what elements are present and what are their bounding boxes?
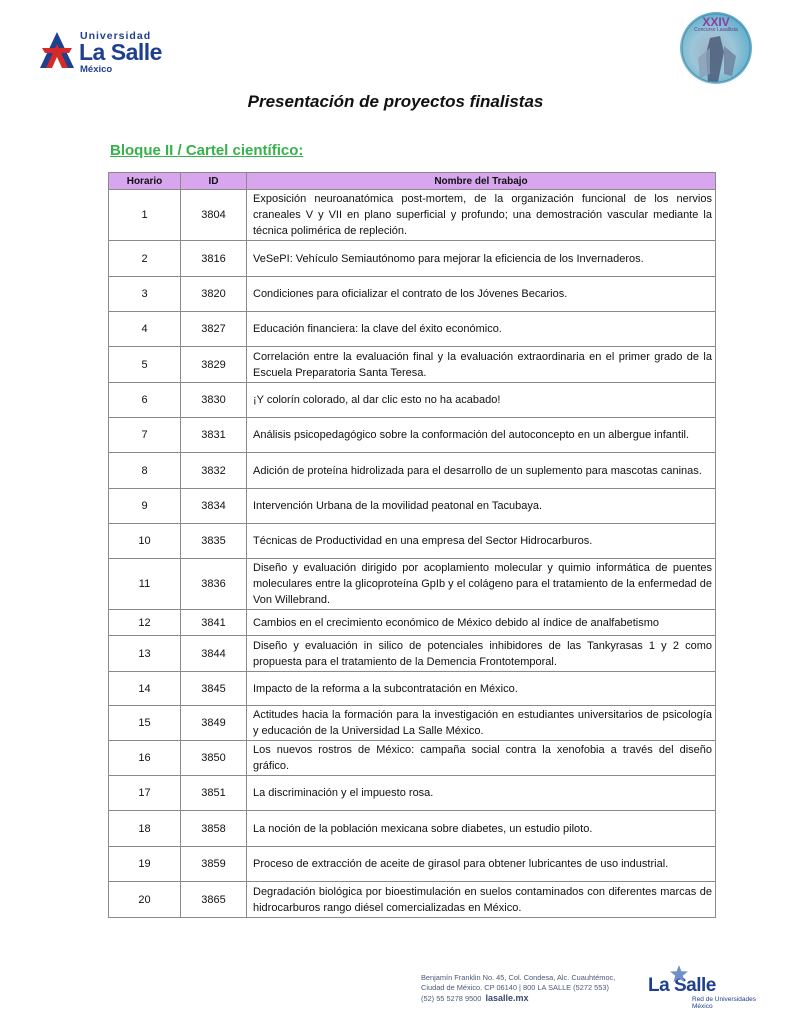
table-row: [109, 636, 716, 672]
cell-id: 3827: [181, 312, 247, 347]
block-title: Bloque II / Cartel científico:: [110, 142, 304, 159]
cell-nombre: Los nuevos rostros de México: campaña social contra la xenofobia a través del diseño gráfico.: [247, 741, 716, 776]
cell-horario: 11: [109, 559, 181, 610]
logo-lasalle-line: La Salle: [79, 39, 162, 65]
cell-horario: 3: [109, 277, 181, 312]
cell-id: 3850: [181, 741, 247, 776]
cell-id: 3831: [181, 418, 247, 453]
table-row: [109, 610, 716, 636]
cell-horario: 15: [109, 706, 181, 741]
network-star-icon: [670, 965, 688, 983]
cell-id: 3849: [181, 706, 247, 741]
network-logo-country: México: [692, 1003, 713, 1010]
cell-id: 3841: [181, 610, 247, 636]
cell-horario: 17: [109, 776, 181, 811]
cell-nombre: Adición de proteína hidrolizada para el desarrollo de un suplemento para mascotas caninas.: [247, 453, 716, 489]
cell-id: 3820: [181, 277, 247, 312]
cell-horario: 2: [109, 241, 181, 277]
cell-nombre: Correlación entre la evaluación final y la evaluación extraordinaria en el primer grado de la Escuela Preparatoria Santa Teresa.: [247, 347, 716, 383]
cell-horario: 1: [109, 190, 181, 241]
cell-id: 3851: [181, 776, 247, 811]
cell-horario: 7: [109, 418, 181, 453]
cell-nombre: Impacto de la reforma a la subcontratación en México.: [247, 672, 716, 706]
cell-horario: 20: [109, 882, 181, 918]
cell-nombre: Intervención Urbana de la movilidad peatonal en Tacubaya.: [247, 489, 716, 524]
table-row: [109, 559, 716, 610]
table-row: [109, 241, 716, 277]
table-row: [109, 811, 716, 847]
cell-id: 3844: [181, 636, 247, 672]
cell-nombre: Educación financiera: la clave del éxito económico.: [247, 312, 716, 347]
cell-nombre: Proceso de extracción de aceite de girasol para obtener lubricantes de uso industrial.: [247, 847, 716, 882]
cell-nombre: VeSePI: Vehículo Semiautónomo para mejorar la eficiencia de los Invernaderos.: [247, 241, 716, 277]
cell-id: 3834: [181, 489, 247, 524]
cell-nombre: Técnicas de Productividad en una empresa del Sector Hidrocarburos.: [247, 524, 716, 559]
cell-horario: 13: [109, 636, 181, 672]
cell-horario: 18: [109, 811, 181, 847]
footer-address-line1: Benjamín Franklin No. 45, Col. Condesa, Alc. Cuauhtémoc,: [421, 973, 616, 982]
cell-nombre: Diseño y evaluación dirigido por acoplamiento molecular y quimio informática de puentes moleculares entre la glicoproteína GpIb y el colágeno para el tratamiento de la enfermedad de Von Willebrand.: [247, 559, 716, 610]
cell-nombre: Análisis psicopedagógico sobre la conformación del autoconcepto en un albergue infantil.: [247, 418, 716, 453]
event-badge: [680, 12, 752, 84]
table-row: [109, 190, 716, 241]
cell-id: 3832: [181, 453, 247, 489]
event-badge-subtitle: Concurso Lasallista: [694, 27, 738, 33]
cell-horario: 16: [109, 741, 181, 776]
cell-nombre: Actitudes hacia la formación para la investigación en estudiantes universitarios de psicología y educación de la Universidad La Salle México.: [247, 706, 716, 741]
cell-horario: 14: [109, 672, 181, 706]
header-horario: Horario: [109, 173, 181, 190]
cell-horario: 9: [109, 489, 181, 524]
table-row: [109, 418, 716, 453]
cell-horario: 4: [109, 312, 181, 347]
la-salle-star-icon: [38, 30, 76, 70]
table-row: [109, 672, 716, 706]
header-nombre: Nombre del Trabajo: [247, 173, 716, 190]
footer-address-line2: Ciudad de México. CP 06140 | 800 LA SALLE (5272 553): [421, 983, 609, 992]
cell-nombre: Diseño y evaluación in silico de potenciales inhibidores de las Tankyrasas 1 y 2 como propuesta para el tratamiento de la Demencia Frontotemporal.: [247, 636, 716, 672]
table-row: [109, 741, 716, 776]
finalists-table: [108, 172, 716, 918]
network-logo-sub-line: Red de Universidades: [692, 996, 756, 1003]
cell-nombre: La discriminación y el impuesto rosa.: [247, 776, 716, 811]
table-row: [109, 847, 716, 882]
cell-nombre: Degradación biológica por bioestimulación en suelos contaminados con diferentes marcas de hidrocarburos rango diésel comercializadas en México.: [247, 882, 716, 918]
table-row: [109, 524, 716, 559]
footer-phone: (52) 55 5278 9500: [421, 994, 482, 1003]
cell-nombre: Condiciones para oficializar el contrato de los Jóvenes Becarios.: [247, 277, 716, 312]
event-badge-number: XXIV: [702, 15, 730, 29]
cell-id: 3858: [181, 811, 247, 847]
la-salle-logo: [38, 28, 178, 76]
footer-website: lasalle.mx: [485, 993, 529, 1003]
table-row: [109, 706, 716, 741]
cell-id: 3859: [181, 847, 247, 882]
table-header-row: [109, 173, 716, 190]
table-row: [109, 312, 716, 347]
cell-horario: 12: [109, 610, 181, 636]
cell-id: 3836: [181, 559, 247, 610]
table-row: [109, 453, 716, 489]
la-salle-network-logo: [648, 966, 763, 1010]
cell-horario: 10: [109, 524, 181, 559]
cell-nombre: La noción de la población mexicana sobre diabetes, un estudio piloto.: [247, 811, 716, 847]
table-row: [109, 489, 716, 524]
cell-horario: 19: [109, 847, 181, 882]
table-row: [109, 277, 716, 312]
header-id: ID: [181, 173, 247, 190]
cell-horario: 8: [109, 453, 181, 489]
cell-id: 3830: [181, 383, 247, 418]
page-title: Presentación de proyectos finalistas: [247, 92, 544, 111]
table-row: [109, 383, 716, 418]
logo-mexico-line: México: [80, 64, 113, 75]
cell-id: 3835: [181, 524, 247, 559]
cell-id: 3845: [181, 672, 247, 706]
cell-id: 3829: [181, 347, 247, 383]
table-row: [109, 776, 716, 811]
logo-university-line: Universidad: [80, 30, 152, 42]
cell-nombre: Exposición neuroanatómica post-mortem, de la organización funcional de los nervios craneales V y VII en plano superficial y profundo; una demostración vascular mediante la técnica polimérica de repleción.: [247, 190, 716, 241]
cell-id: 3804: [181, 190, 247, 241]
cell-horario: 6: [109, 383, 181, 418]
cell-horario: 5: [109, 347, 181, 383]
cell-nombre: ¡Y colorín colorado, al dar clic esto no ha acabado!: [247, 383, 716, 418]
cell-id: 3816: [181, 241, 247, 277]
cell-id: 3865: [181, 882, 247, 918]
footer-address: [421, 973, 615, 1004]
network-logo-name: La Salle: [648, 975, 716, 996]
table-row: [109, 882, 716, 918]
network-logo-subtitle: [692, 996, 756, 1010]
table-row: [109, 347, 716, 383]
cell-nombre: Cambios en el crecimiento económico de México debido al índice de analfabetismo: [247, 610, 716, 636]
